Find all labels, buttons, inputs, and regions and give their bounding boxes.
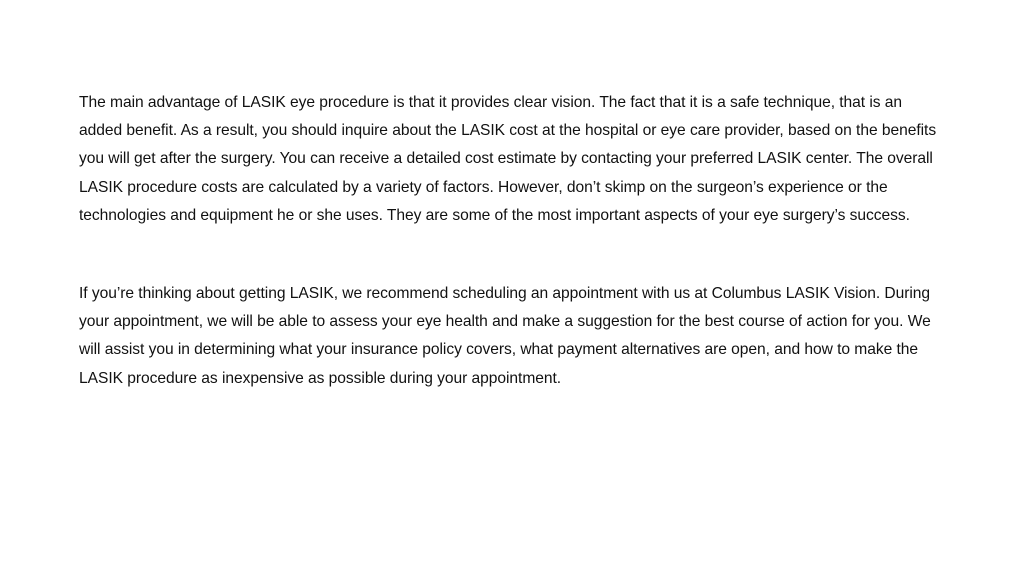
paragraph-appointment: If you’re thinking about getting LASIK, we recommend scheduling an appointment with us at Columbus LASIK Vision. During your appointment, we will be able to assess your eye health and make a suggestion for the best course of action for you. We will assist you in determining what your insurance policy covers, what payment alternatives are open, and how to make the LASIK procedure as inexpensive as possible during your appointment. — [79, 285, 931, 387]
text-body — [79, 89, 947, 393]
paragraph-lasik-advantages: The main advantage of LASIK eye procedure is that it provides clear vision. The fact that it is a safe technique, that is an added benefit. As a result, you should inquire about the LASIK cost at the hospital or eye care provider, based on the benefits you will get after the surgery. You can receive a detailed cost estimate by contacting your preferred LASIK center. The overall LASIK procedure costs are calculated by a variety of factors. However, don’t skimp on the surgeon’s experience or the technologies and equipment he or she uses. They are some of the most important aspects of your eye surgery’s success. — [79, 94, 937, 224]
